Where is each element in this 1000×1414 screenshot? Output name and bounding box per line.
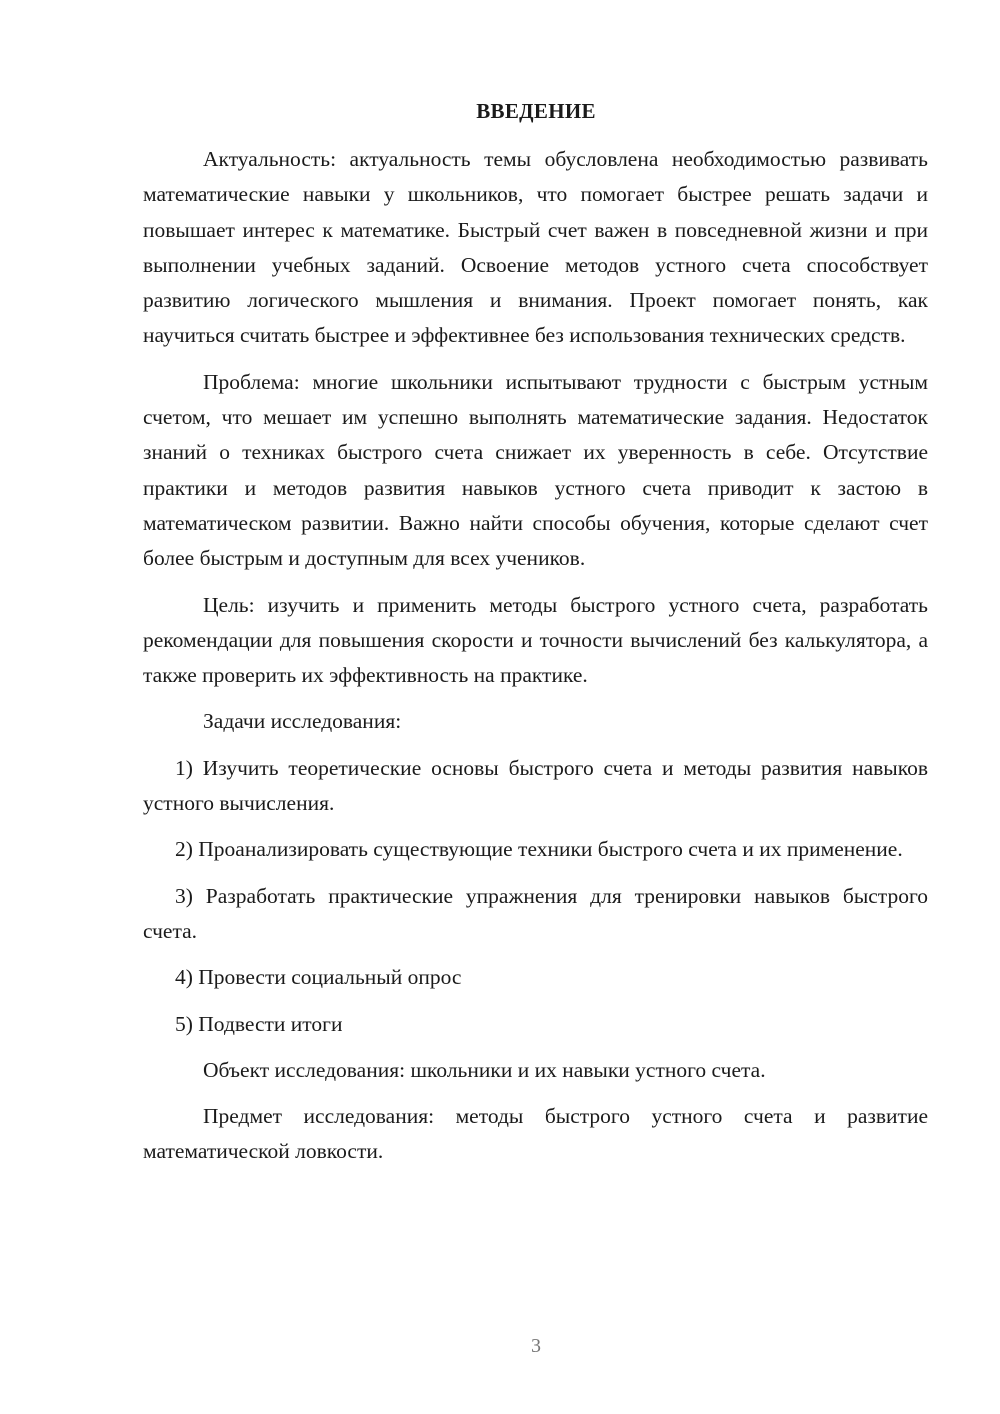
paragraph-object: Объект исследования: школьники и их навыки устного счета. [203,1057,766,1082]
page-number: 3 [531,1335,541,1357]
paragraph-tasks-heading: Задачи исследования: [203,709,402,734]
paragraph-relevance: Актуальность: актуальность темы обусловлена необходимостью развивать математические навыки у школьников, что помогает быстрее решать задачи и повышает интерес к математике. Быстрый счет важен в повседневной жизни и при выполнении учебных заданий. Освоение методов устного счета способствует развитию логического мышления и внимания. Проект помогает понять, как научиться считать быстрее и эффективнее без использования технических средств. [143,147,928,348]
task-item-1: 1) Изучить теоретические основы быстрого счета и методы развития навыков устного вычисления. [143,755,928,816]
paragraph-subject: Предмет исследования: методы быстрого устного счета и развитие математической ловкости. [143,1104,928,1164]
task-item-2: 2) Проанализировать существующие техники быстрого счета и их применение. [175,837,903,862]
task-item-4: 4) Провести социальный опрос [175,965,462,990]
task-item-5: 5) Подвести итоги [175,1011,343,1036]
task-item-3: 3) Разработать практические упражнения для тренировки навыков быстрого счета. [143,883,928,943]
paragraph-problem: Проблема: многие школьники испытывают трудности с быстрым устным счетом, что мешает им успешно выполнять математические задания. Недостаток знаний о техниках быстрого счета снижает их уверенность в себе. Отсутствие практики и методов развития навыков устного счета приводит к застою в математическом развитии. Важно найти способы обучения, которые сделают счет более быстрым и доступным для всех учеников. [143,369,928,571]
page-title: ВВЕДЕНИЕ [476,99,596,123]
paragraph-goal: Цель: изучить и применить методы быстрого устного счета, разработать рекомендации для повышения скорости и точности вычислений без калькулятора, а также проверить их эффективность на практике. [143,592,928,688]
body-text [143,142,928,1181]
